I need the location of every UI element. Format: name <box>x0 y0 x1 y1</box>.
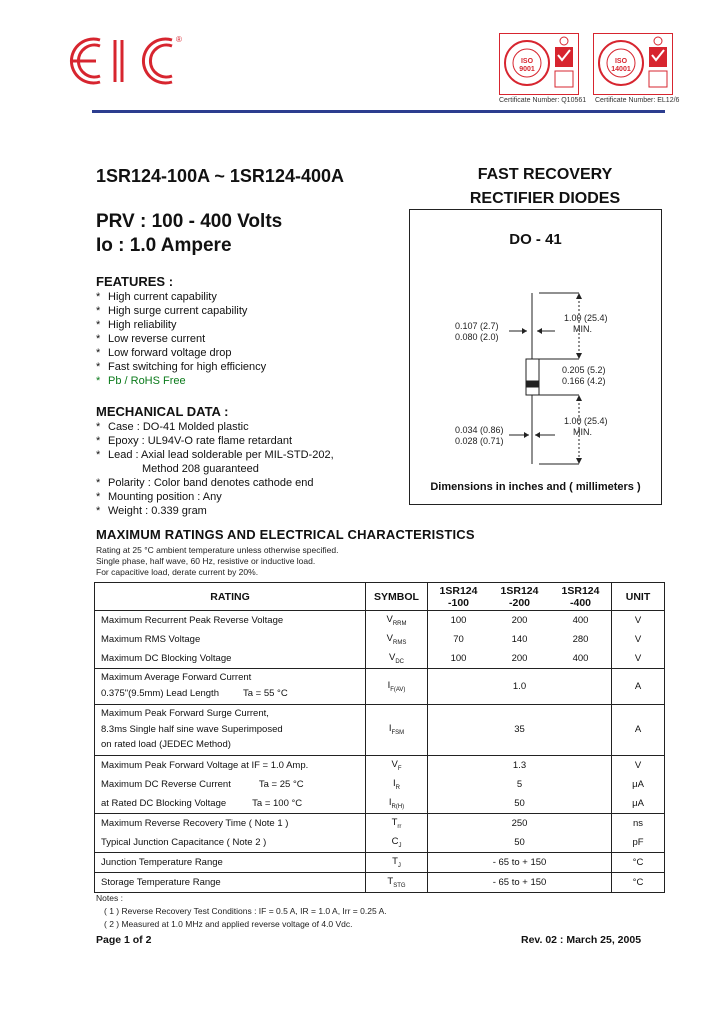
dim-bottom-length: 1.00 (25.4) <box>564 416 608 426</box>
col-part-200: 1SR124 -200 <box>489 583 550 611</box>
col-symbol: SYMBOL <box>366 583 428 611</box>
list-item: * Low reverse current <box>96 333 206 345</box>
iso9001-seal <box>499 33 579 95</box>
col-rating: RATING <box>95 583 366 611</box>
dim-wire-diameter-max: 0.034 (0.86) <box>455 425 504 435</box>
list-item: * Polarity : Color band denotes cathode end <box>96 477 314 489</box>
table-row: Maximum Reverse Recovery Time ( Note 1 ) $T_{rr}$ 250 ns <box>95 813 665 833</box>
list-item: * Weight : 0.339 gram <box>96 505 207 517</box>
table-row: Maximum Average Forward Current 0.375"(9.5mm) Lead Length Ta = 55 °C $I_{F(AV)}$ 1.0 A <box>95 669 665 705</box>
features-list <box>96 290 266 388</box>
rohs-item: * Pb / RoHS Free <box>96 375 186 387</box>
ratings-table <box>94 582 665 893</box>
ratings-heading: MAXIMUM RATINGS AND ELECTRICAL CHARACTERISTICS <box>96 527 475 542</box>
eic-logo <box>60 30 190 90</box>
list-item: * High surge current capability <box>96 305 248 317</box>
mechanical-heading: MECHANICAL DATA : <box>96 404 229 419</box>
dim-lead-diameter-max: 0.107 (2.7) <box>455 321 499 331</box>
list-item: * Mounting position : Any <box>96 491 222 503</box>
features-heading: FEATURES : <box>96 274 174 289</box>
prv-rating: PRV : 100 - 400 Volts <box>96 211 283 232</box>
io-rating: Io : 1.0 Ampere <box>96 235 232 256</box>
part-number-title: 1SR124-100A ~ 1SR124-400A <box>96 166 344 186</box>
page-number: Page 1 of 2 <box>96 934 152 946</box>
condition-line3: For capacitive load, derate current by 20%. <box>96 567 259 577</box>
svg-text:ISO: ISO <box>520 58 534 65</box>
list-item: * Lead : Axial lead solderable per MIL-STD-202, <box>96 449 334 461</box>
table-row: Maximum Recurrent Peak Reverse Voltage $V_{RRM}$ 100 200 400 V <box>95 611 665 631</box>
list-item: Method 208 guaranteed <box>142 463 259 475</box>
list-item: * Low forward voltage drop <box>96 347 232 359</box>
header-rule <box>92 110 665 113</box>
category-line2: RECTIFIER DIODES <box>469 190 621 207</box>
mechanical-list <box>96 420 334 518</box>
note-2: ( 2 ) Measured at 1.0 MHz and applied reverse voltage of 4.0 Vdc. <box>104 919 353 929</box>
svg-text:ISO: ISO <box>614 58 628 65</box>
note-1: ( 1 ) Reverse Recovery Test Conditions : IF = 0.5 A, IR = 1.0 A, Irr = 0.25 A. <box>104 906 387 916</box>
table-row: Maximum DC Reverse Current Ta = 25 °C $I_R$ 5 μA <box>95 775 665 794</box>
dim-body-length-max: 0.205 (5.2) <box>562 365 606 375</box>
table-row: at Rated DC Blocking Voltage Ta = 100 °C $I_{R(H)}$ 50 μA <box>95 794 665 814</box>
table-row: Junction Temperature Range $T_J$ - 65 to + 150 °C <box>95 852 665 872</box>
dimension-caption: Dimensions in inches and ( millimeters ) <box>430 481 641 493</box>
table-header-row <box>95 583 665 611</box>
list-item: * Fast switching for high efficiency <box>96 361 267 373</box>
table-row: Typical Junction Capacitance ( Note 2 ) $C_J$ 50 pF <box>95 833 665 853</box>
cert1-number: Certificate Number: Q10561 <box>499 97 587 104</box>
package-name: DO - 41 <box>509 231 562 248</box>
condition-line2: Single phase, half wave, 60 Hz, resistive or inductive load. <box>96 556 316 566</box>
cert2-number: Certificate Number: EL12/6 <box>595 97 680 104</box>
dim-top-min: MIN. <box>573 324 592 334</box>
revision: Rev. 02 : March 25, 2005 <box>521 934 642 946</box>
list-item: * High reliability <box>96 319 177 331</box>
table-row: Maximum Peak Forward Voltage at IF = 1.0 Amp. $V_F$ 1.3 V <box>95 755 665 775</box>
iso14001-seal <box>593 33 673 95</box>
list-item: * Epoxy : UL94V-O rate flame retardant <box>96 435 293 447</box>
dim-bottom-min: MIN. <box>573 427 592 437</box>
list-item: * High current capability <box>96 291 217 303</box>
category-line1: FAST RECOVERY <box>477 166 613 183</box>
col-part-100: 1SR124 -100 <box>428 583 490 611</box>
dim-wire-diameter-min: 0.028 (0.71) <box>455 436 504 446</box>
dim-body-length-min: 0.166 (4.2) <box>562 376 606 386</box>
table-row: Maximum DC Blocking Voltage $V_{DC}$ 100 200 400 V <box>95 649 665 669</box>
table-row: Maximum RMS Voltage $V_{RMS}$ 70 140 280 V <box>95 630 665 649</box>
registered-mark: ® <box>176 35 182 44</box>
notes-heading: Notes : <box>96 893 123 903</box>
do41-drawing <box>409 209 662 505</box>
svg-text:9001: 9001 <box>519 66 535 73</box>
dim-lead-diameter-min: 0.080 (2.0) <box>455 332 499 342</box>
col-part-400: 1SR124 -400 <box>550 583 612 611</box>
svg-text:14001: 14001 <box>611 66 631 73</box>
table-row: Storage Temperature Range $T_{STG}$ - 65 to + 150 °C <box>95 872 665 892</box>
list-item: * Case : DO-41 Molded plastic <box>96 421 249 433</box>
condition-line1: Rating at 25 °C ambient temperature unless otherwise specified. <box>96 545 339 555</box>
dim-top-length: 1.00 (25.4) <box>564 313 608 323</box>
col-unit: UNIT <box>612 583 665 611</box>
table-row: Maximum Peak Forward Surge Current, 8.3ms Single half sine wave Superimposed on rated load (JEDEC Method) $I_{FSM}$ 35 A <box>95 705 665 756</box>
